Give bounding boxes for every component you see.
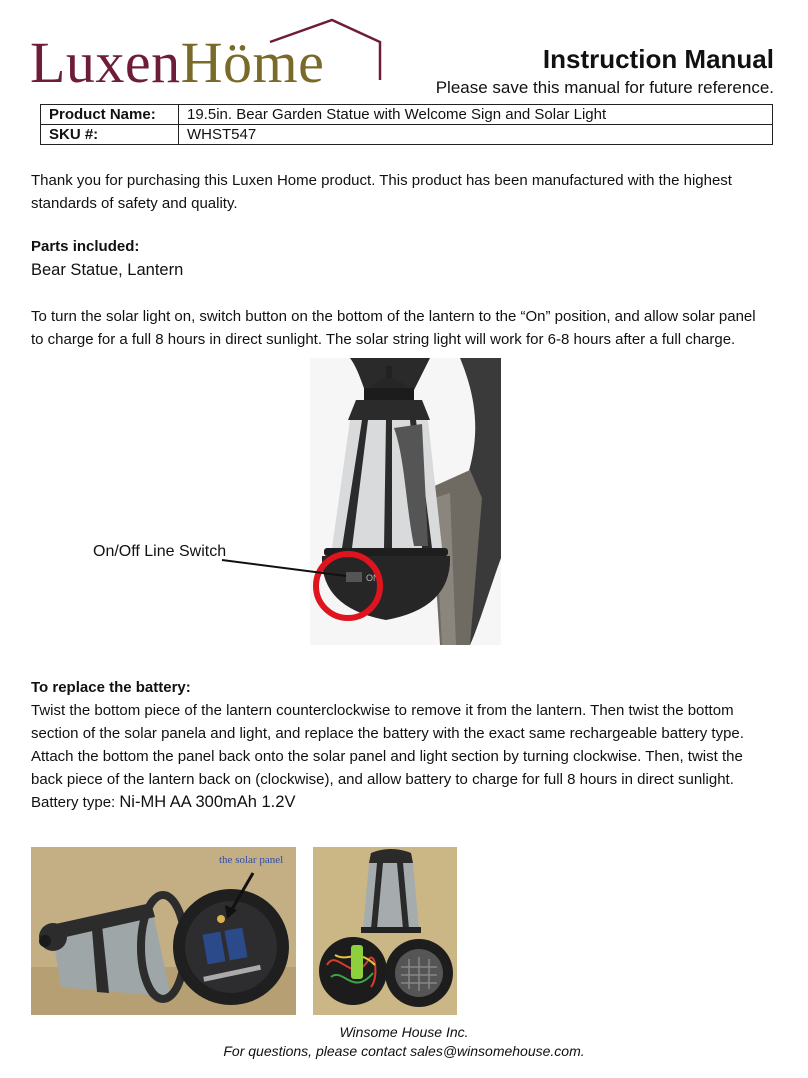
- page-subtitle: Please save this manual for future reference.: [435, 78, 774, 97]
- footer-company: Winsome House Inc.: [339, 1024, 469, 1040]
- table-row: [41, 105, 773, 125]
- lantern-photo: [310, 358, 501, 645]
- solar-panel-annotation: the solar panel: [219, 854, 284, 866]
- logo-home: Höme: [180, 30, 325, 95]
- battery-type-value: Ni-MH AA 300mAh 1.2V: [119, 793, 296, 811]
- product-name-label: Product Name:: [41, 105, 179, 125]
- sku-label: SKU #:: [41, 125, 179, 145]
- battery-type-label: Battery type:: [31, 794, 120, 811]
- logo-wordmark: [30, 30, 325, 95]
- solar-panel-photo: [31, 847, 296, 1015]
- intro-line-2: standards of safety and quality.: [31, 195, 238, 212]
- switch-on-label: ON: [366, 573, 380, 583]
- sku-value: WHST547: [179, 125, 773, 145]
- switch-callout-label: On/Off Line Switch: [93, 543, 227, 560]
- callout-pointer-line: [220, 558, 350, 580]
- battery-heading: To replace the battery:: [31, 679, 191, 696]
- solar-instructions: [31, 305, 756, 351]
- battery-line-3: Attach the bottom the panel back onto the solar panel and light section by turning clockwise. Then, twist the: [31, 748, 743, 765]
- battery-line-4: back piece of the lantern back on (clockwise), and allow battery to charge for full 8 hours in direct sunlight.: [31, 771, 734, 788]
- parts-heading: Parts included:: [31, 238, 140, 255]
- product-info-table: [40, 104, 773, 145]
- battery-compartment-photo: [313, 847, 457, 1015]
- solar-line-1: To turn the solar light on, switch button on the bottom of the lantern to the “On” position, and allow solar panel: [31, 308, 756, 325]
- battery-line-1: Twist the bottom piece of the lantern counterclockwise to remove it from the lantern. Then twist the bottom: [31, 702, 734, 719]
- intro-line-1: Thank you for purchasing this Luxen Home product. This product has been manufactured with the highest: [31, 172, 732, 189]
- brand-logo: [30, 14, 390, 94]
- solar-line-2: to charge for a full 8 hours in direct sunlight. The solar string light will work for 6-8 hours after a full charge.: [31, 331, 736, 348]
- battery-instructions: [31, 699, 744, 814]
- page-title: Instruction Manual: [542, 44, 774, 74]
- table-row: [41, 125, 773, 145]
- battery-type: [31, 791, 744, 814]
- parts-list: Bear Statue, Lantern: [31, 261, 184, 279]
- logo-luxen: Luxen: [30, 30, 181, 95]
- product-name-value: 19.5in. Bear Garden Statue with Welcome Sign and Solar Light: [179, 105, 773, 125]
- battery-line-2: section of the solar panela and light, and replace the battery with the exact same rechargeable battery type.: [31, 725, 744, 742]
- intro-paragraph: [31, 169, 732, 215]
- footer-contact: For questions, please contact sales@winsomehouse.com.: [223, 1043, 585, 1059]
